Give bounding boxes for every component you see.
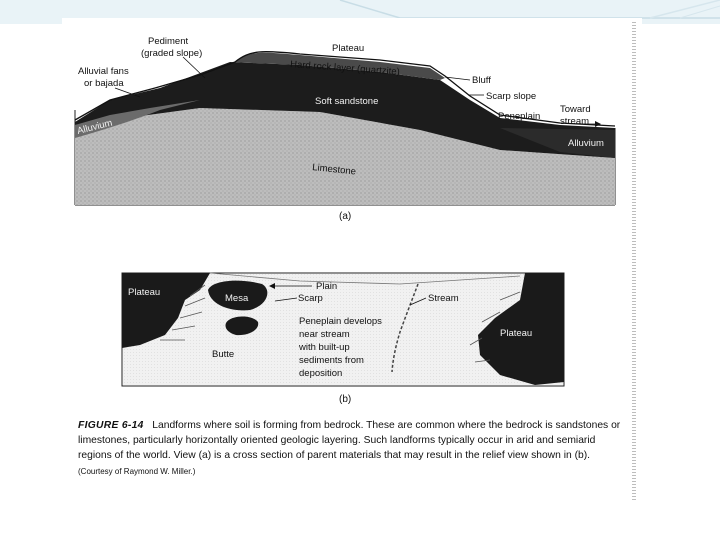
figure-caption [78, 418, 624, 479]
label-soft-sandstone: Soft sandstone [315, 96, 379, 107]
label-peneplain-line-3: with built-up [299, 342, 350, 353]
label-peneplain-line-1: Peneplain develops [299, 316, 382, 327]
label-peneplain-a: Peneplain [498, 111, 541, 122]
figure-a-sublabel: (a) [339, 211, 352, 222]
label-peneplain-line-2: near stream [299, 329, 350, 340]
label-stream-b: Stream [428, 293, 459, 304]
label-peneplain-line-5: deposition [299, 368, 343, 379]
label-scarp-slope: Scarp slope [486, 91, 537, 102]
label-toward: Toward [560, 104, 591, 115]
label-bluff: Bluff [472, 75, 491, 86]
label-graded-slope: (graded slope) [141, 48, 203, 59]
figure-number: FIGURE 6-14 [78, 420, 144, 431]
label-alluvial-fans: Alluvial fans [78, 66, 129, 77]
label-scarp: Scarp [298, 293, 323, 304]
label-stream-a: stream [560, 116, 590, 127]
caption-credit: (Courtesy of Raymond W. Miller.) [78, 466, 196, 476]
label-pediment: Pediment [148, 36, 189, 47]
label-mesa: Mesa [225, 293, 249, 304]
label-plain: Plain [316, 281, 338, 292]
figure-b-sublabel: (b) [339, 394, 352, 405]
label-plateau-a: Plateau [332, 43, 365, 54]
label-hard-rock-layer: Hard rock layer (quartzite) [289, 59, 401, 78]
label-alluvium-left: Alluvium [76, 117, 114, 137]
label-plateau-right: Plateau [500, 328, 533, 339]
caption-text: Landforms where soil is forming from bedrock. These are common where the bedrock is sandstones or limestones, particularly horizontally oriented geologic layering. Such landforms typically occur in arid and semiarid regions of the world. View (a) is a cross section of parent materials that may result in the relief view shown in (b). [78, 420, 621, 462]
label-butte: Butte [212, 349, 235, 360]
label-alluvium-right: Alluvium [568, 138, 604, 149]
label-limestone: Limestone [311, 162, 357, 178]
label-bajada: or bajada [84, 78, 124, 89]
label-plateau-left: Plateau [128, 287, 161, 298]
label-peneplain-line-4: sediments from [299, 355, 364, 366]
